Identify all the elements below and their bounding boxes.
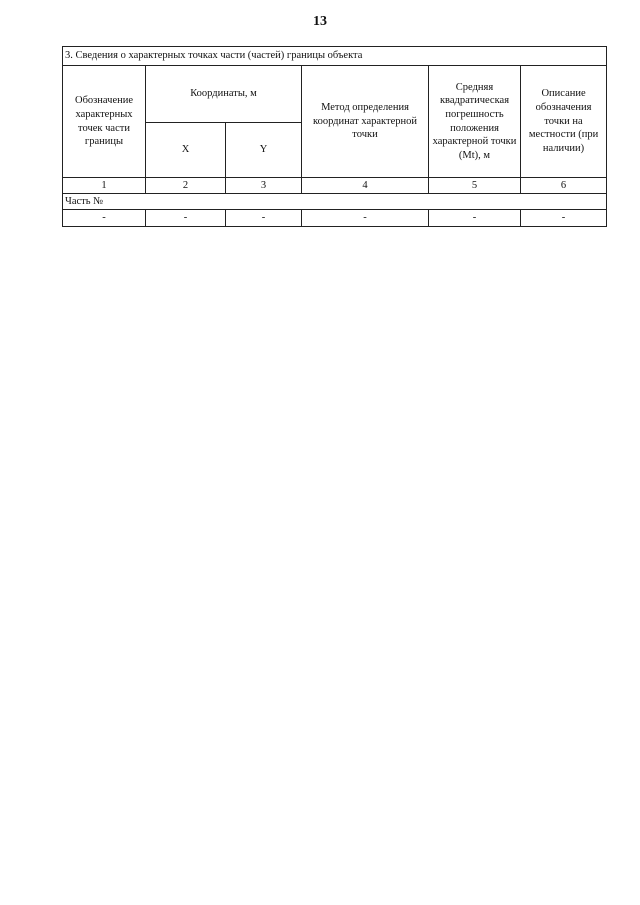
table-title: 3. Сведения о характерных точках части (частей) границы объекта [63, 47, 607, 66]
table-cell: - [302, 210, 429, 227]
column-number-row [63, 178, 607, 194]
header-method: Метод определения координат характерной точки [302, 66, 429, 178]
table-cell: - [226, 210, 302, 227]
part-label: Часть № [63, 194, 607, 210]
part-label-row [63, 194, 607, 210]
header-coordinates: Координаты, м [146, 66, 302, 123]
header-y: Y [226, 123, 302, 178]
table-cell: - [146, 210, 226, 227]
header-error: Средняя квадратическая погрешность положения характерной точки (Mt), м [429, 66, 521, 178]
characteristic-points-table [62, 46, 607, 227]
header-description: Описание обозначения точки на местности (при наличии) [521, 66, 607, 178]
column-number: 3 [226, 178, 302, 194]
column-number: 6 [521, 178, 607, 194]
header-designation: Обозначение характерных точек части границы [63, 66, 146, 178]
table-cell: - [521, 210, 607, 227]
header-row [63, 66, 607, 123]
table-cell: - [63, 210, 146, 227]
table-title-row [63, 47, 607, 66]
column-number: 4 [302, 178, 429, 194]
table-cell: - [429, 210, 521, 227]
column-number: 2 [146, 178, 226, 194]
column-number: 5 [429, 178, 521, 194]
header-x: X [146, 123, 226, 178]
page-number: 13 [313, 14, 327, 29]
column-number: 1 [63, 178, 146, 194]
table-row [63, 210, 607, 227]
